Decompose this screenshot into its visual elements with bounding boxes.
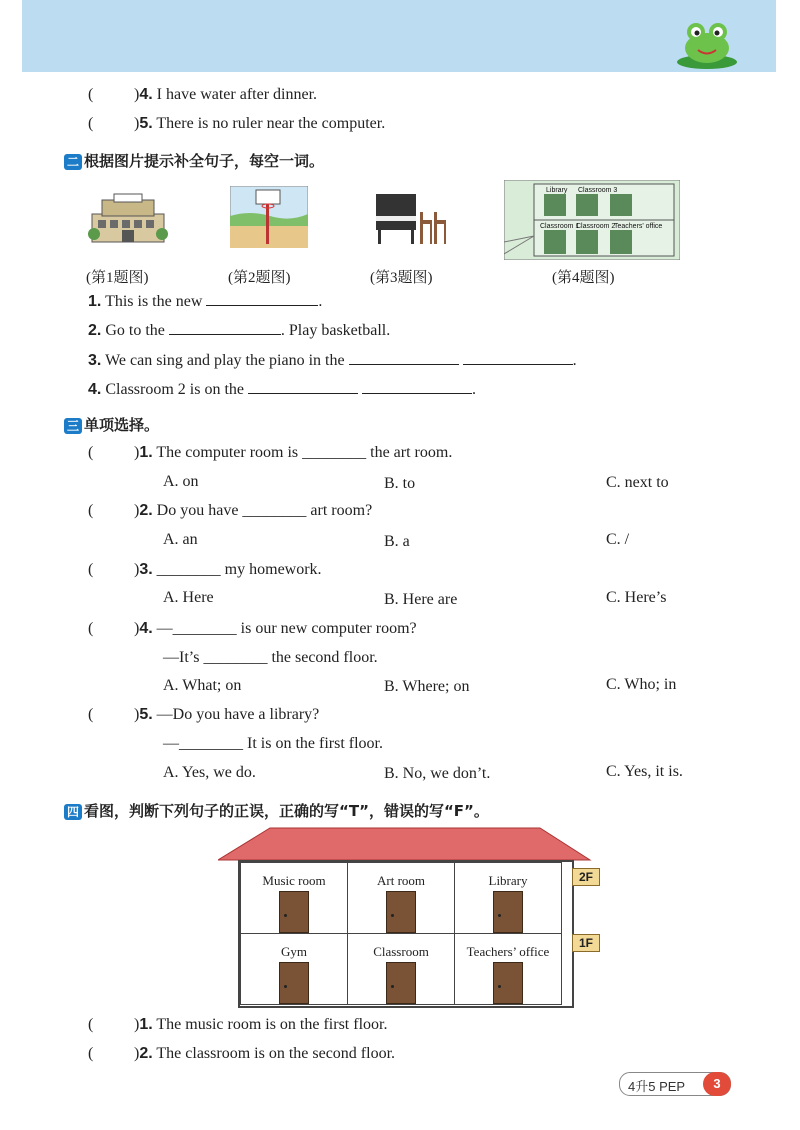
fig4-label: Classroom 3 bbox=[578, 187, 618, 194]
option-a[interactable]: A. Here bbox=[163, 589, 214, 606]
room-gym bbox=[240, 933, 348, 1005]
option-a[interactable]: A. an bbox=[163, 531, 198, 548]
door-icon bbox=[493, 962, 523, 1004]
answer-paren[interactable]: ( bbox=[88, 1016, 94, 1033]
room-label: Gym bbox=[281, 944, 307, 959]
option-a[interactable]: A. Yes, we do. bbox=[163, 764, 256, 781]
answer-paren[interactable]: ( bbox=[88, 1045, 94, 1062]
page-badge bbox=[619, 1072, 731, 1096]
figure-caption: (第2题图) bbox=[228, 270, 291, 286]
room-label: Classroom bbox=[373, 944, 429, 959]
room-art-room bbox=[347, 862, 455, 934]
header-band bbox=[22, 0, 776, 72]
option-b[interactable]: B. a bbox=[384, 533, 410, 550]
figure-caption: (第3题图) bbox=[370, 270, 433, 286]
section-number-icon: 三 bbox=[64, 418, 82, 434]
answer-blank[interactable] bbox=[362, 379, 472, 394]
library-building-image bbox=[88, 190, 168, 246]
tf-question-1: )1. The music room is on the first floor. bbox=[134, 1016, 388, 1033]
answer-blank[interactable] bbox=[169, 320, 281, 335]
room-label: Art room bbox=[376, 873, 426, 888]
frog-icon bbox=[676, 14, 738, 70]
answer-blank[interactable] bbox=[206, 291, 318, 306]
option-c[interactable]: C. Here’s bbox=[606, 589, 667, 606]
answer-blank[interactable] bbox=[463, 350, 573, 365]
basketball-court-image bbox=[230, 186, 308, 248]
option-b[interactable]: B. No, we don’t. bbox=[384, 765, 491, 782]
mc-question-2: )2. Do you have ________ art room? bbox=[134, 502, 373, 519]
mc-question-5: )5. —Do you have a library? bbox=[134, 706, 320, 723]
fill-item-4: 4. Classroom 2 is on the . bbox=[88, 381, 477, 398]
option-b[interactable]: B. Here are bbox=[384, 591, 458, 608]
option-c[interactable]: C. Who; in bbox=[606, 676, 677, 693]
answer-paren[interactable]: ( bbox=[88, 444, 94, 461]
door-icon bbox=[279, 891, 309, 933]
room-label: Teachers’ office bbox=[466, 944, 550, 959]
answer-blank[interactable] bbox=[349, 350, 459, 365]
room-label: Music room bbox=[262, 873, 326, 888]
answer-paren[interactable]: ( bbox=[88, 620, 94, 637]
answer-paren[interactable]: ( bbox=[88, 706, 94, 723]
fig4-label: Classroom 2 bbox=[576, 223, 616, 230]
mc-question-3: )3. ________ my homework. bbox=[134, 561, 322, 578]
room-music-room bbox=[240, 862, 348, 934]
room-teachers-office bbox=[454, 933, 562, 1005]
door-icon bbox=[386, 962, 416, 1004]
tf-question-2: )2. The classroom is on the second floor. bbox=[134, 1045, 396, 1062]
question-5: )5. There is no ruler near the computer. bbox=[134, 115, 386, 132]
door-icon bbox=[493, 891, 523, 933]
mc-question-5-line2: —________ It is on the first floor. bbox=[163, 735, 383, 752]
room-label: Library bbox=[488, 873, 528, 888]
question-4: )4. I have water after dinner. bbox=[134, 86, 318, 103]
section-3-heading: 三 单项选择。 bbox=[64, 414, 159, 435]
section-number-icon: 二 bbox=[64, 154, 82, 170]
fill-item-1: 1. This is the new . bbox=[88, 293, 323, 310]
fill-item-2: 2. Go to the . Play basketball. bbox=[88, 322, 391, 339]
mc-question-4-line2: —It’s ________ the second floor. bbox=[163, 649, 378, 666]
fig4-label: Library bbox=[546, 187, 568, 194]
option-c[interactable]: C. Yes, it is. bbox=[606, 763, 683, 780]
mc-question-1: )1. The computer room is ________ the art room. bbox=[134, 444, 453, 461]
answer-paren[interactable]: ( bbox=[88, 502, 94, 519]
section-2-heading: 二 根据图片提示补全句子，每空一词。 bbox=[64, 150, 324, 171]
answer-paren[interactable]: ( bbox=[88, 561, 94, 578]
mc-question-4: )4. —________ is our new computer room? bbox=[134, 620, 417, 637]
door-icon bbox=[386, 891, 416, 933]
fig4-label: Classroom 1 bbox=[540, 223, 580, 230]
option-c[interactable]: C. next to bbox=[606, 474, 669, 491]
figure-caption: (第1题图) bbox=[86, 270, 149, 286]
option-b[interactable]: B. to bbox=[384, 475, 416, 492]
room-library bbox=[454, 862, 562, 934]
figure-caption: (第4题图) bbox=[552, 270, 615, 286]
option-a[interactable]: A. What; on bbox=[163, 677, 242, 694]
piano-image bbox=[368, 190, 448, 246]
room-classroom bbox=[347, 933, 455, 1005]
answer-blank[interactable] bbox=[248, 379, 358, 394]
page-number: 3 bbox=[703, 1072, 731, 1096]
fig4-label: Teachers' office bbox=[614, 223, 663, 230]
grade-label: 4升5 PEP bbox=[628, 1079, 686, 1094]
fill-item-3: 3. We can sing and play the piano in the . bbox=[88, 352, 577, 369]
door-icon bbox=[279, 962, 309, 1004]
option-a[interactable]: A. on bbox=[163, 473, 199, 490]
floor-tag-1f: 1F bbox=[572, 934, 600, 952]
section-number-icon: 四 bbox=[64, 804, 82, 820]
option-b[interactable]: B. Where; on bbox=[384, 678, 470, 695]
answer-paren[interactable]: ( bbox=[88, 86, 94, 103]
option-c[interactable]: C. / bbox=[606, 531, 630, 548]
floor-tag-2f: 2F bbox=[572, 868, 600, 886]
building-roof bbox=[218, 826, 592, 862]
answer-paren[interactable]: ( bbox=[88, 115, 94, 132]
school-building-image bbox=[504, 180, 680, 260]
section-4-heading: 四 看图，判断下列句子的正误，正确的写“T”，错误的写“F”。 bbox=[64, 800, 489, 821]
